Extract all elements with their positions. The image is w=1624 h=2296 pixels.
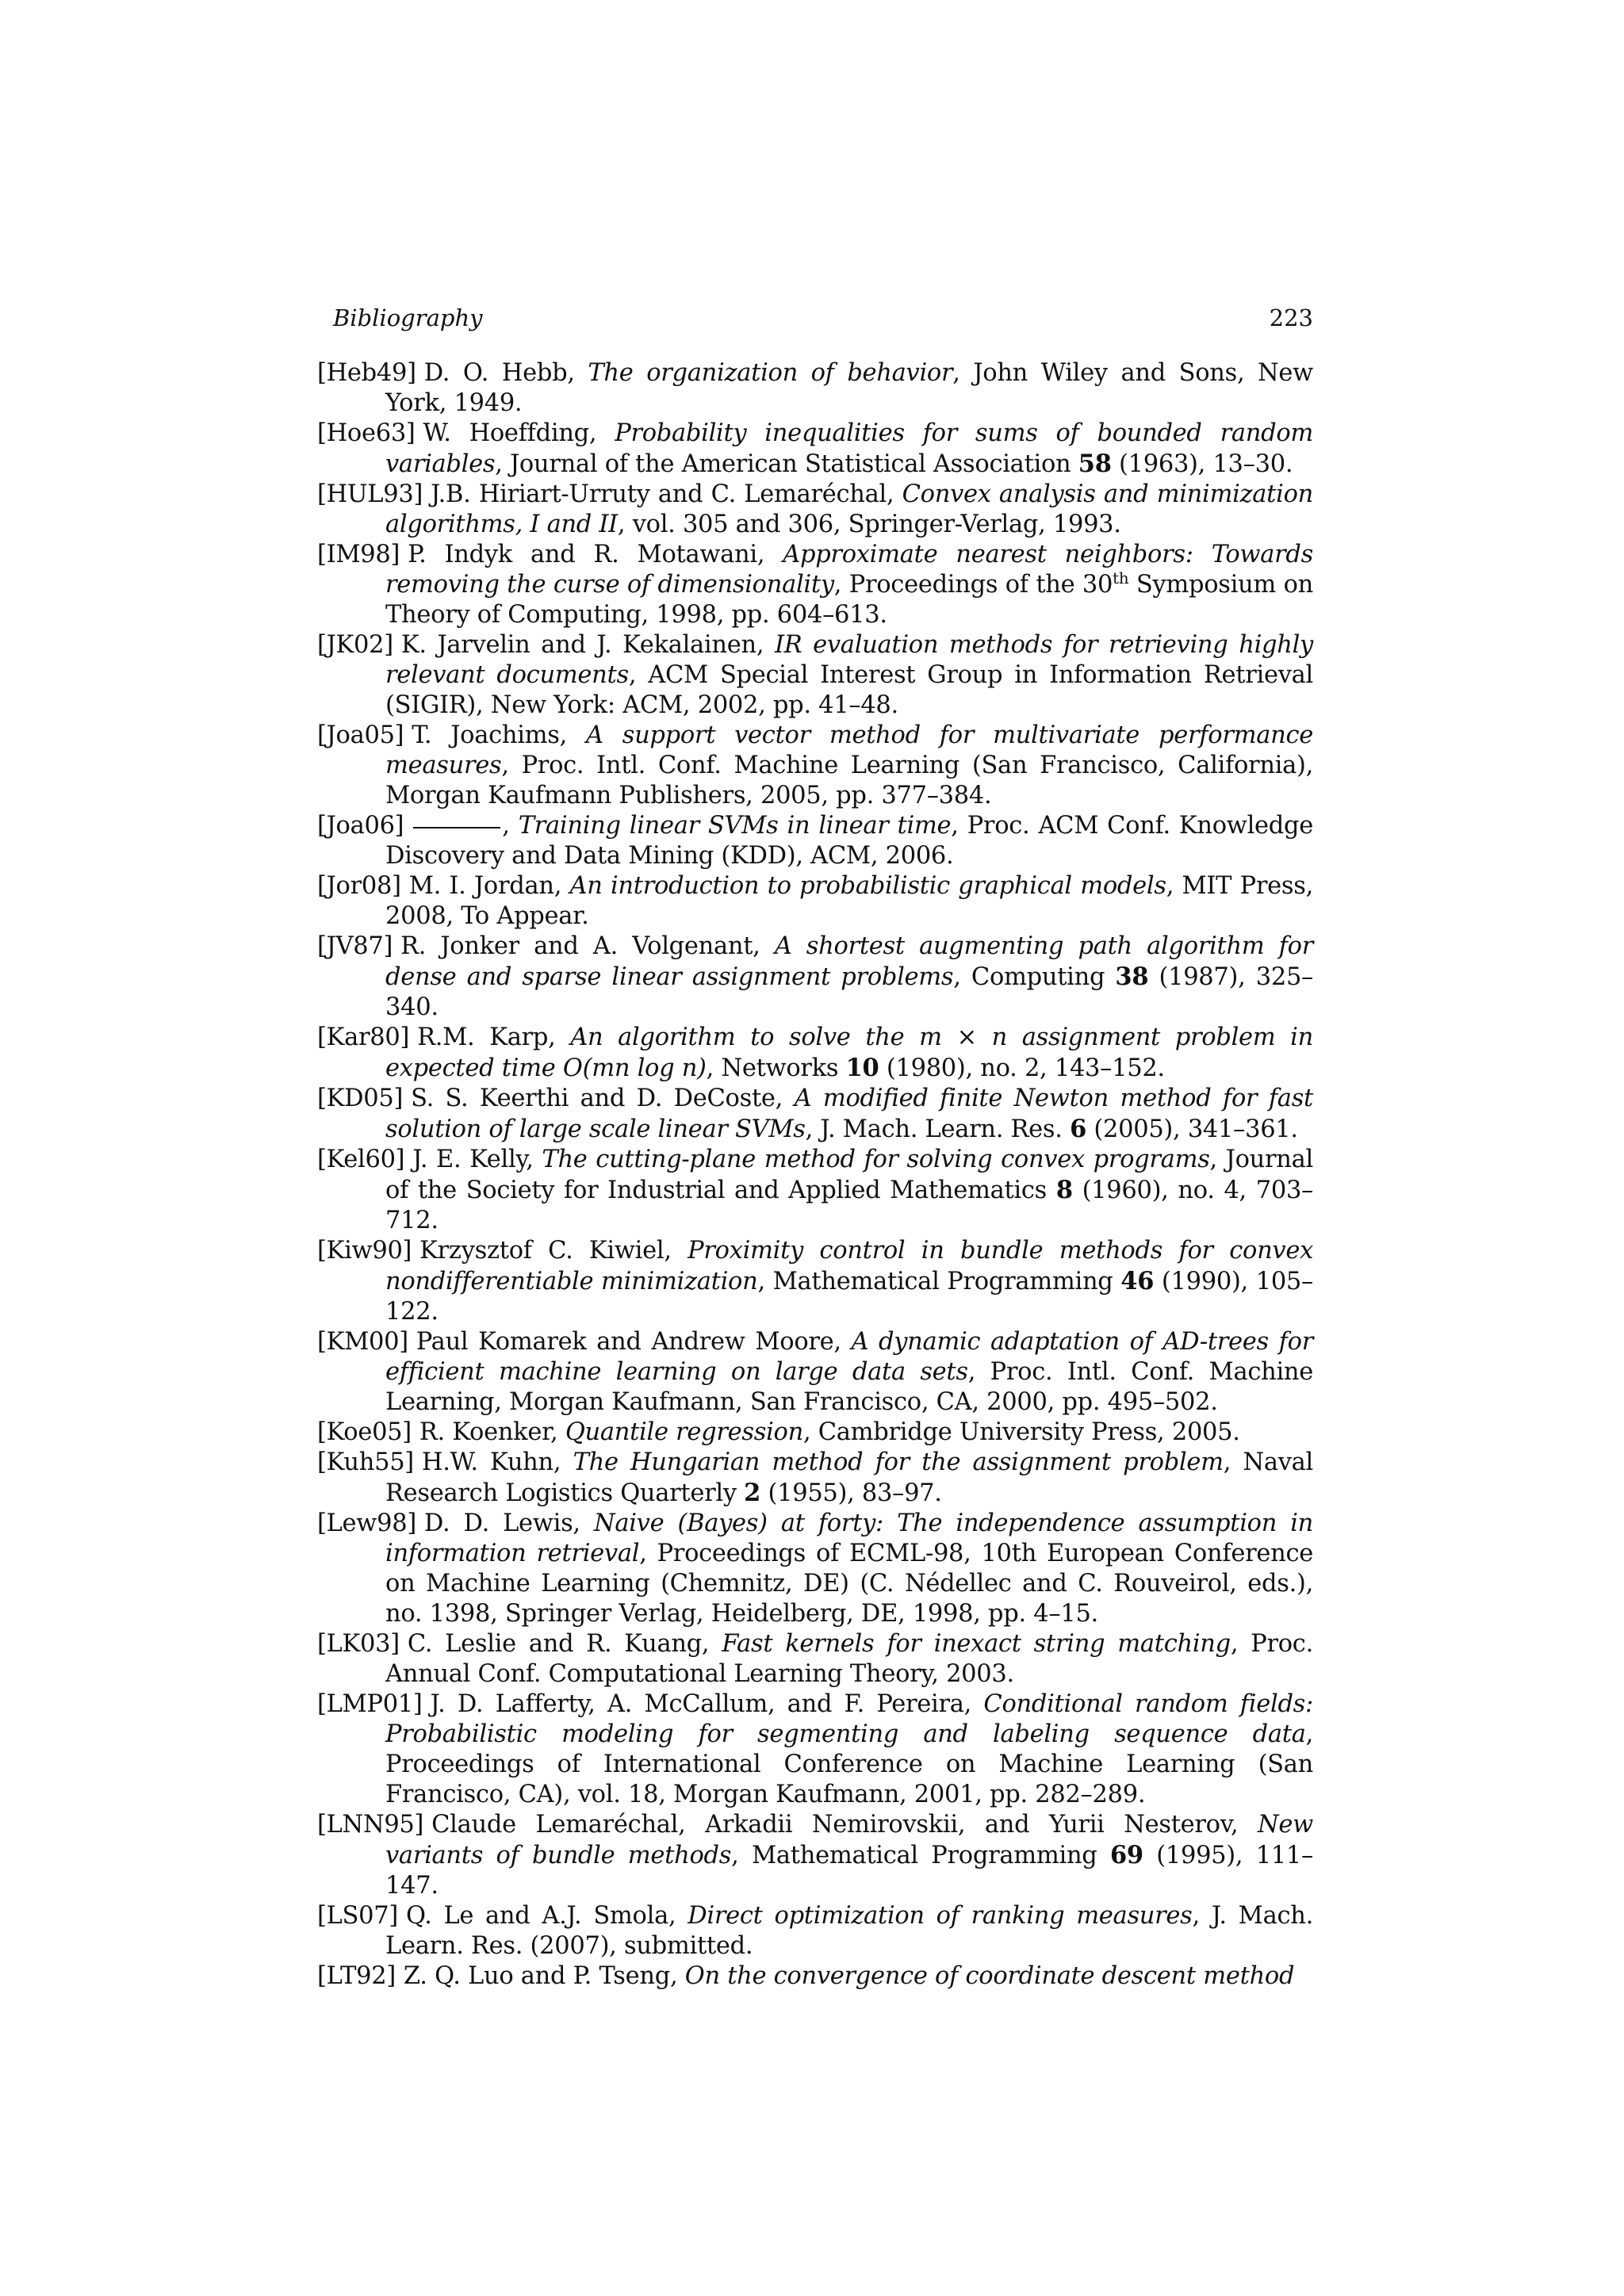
bib-entry bbox=[317, 1509, 1313, 1629]
citation-key: [Heb49] bbox=[317, 359, 416, 387]
entry-text: , Proceedings of the 30 bbox=[833, 571, 1113, 599]
entry-text: R.M. Karp, bbox=[417, 1024, 571, 1051]
bib-entry bbox=[317, 419, 1313, 480]
entry-text: , Computing bbox=[953, 963, 1116, 991]
entry-text: , Journal of the Society for Industrial and Applied Mathematics bbox=[385, 1146, 1313, 1204]
bib-entry bbox=[317, 1629, 1313, 1689]
volume-number: 58 bbox=[1078, 450, 1112, 478]
title-text: A dynamic adaptation of AD-trees for efficient machine learning on large data sets bbox=[385, 1328, 1313, 1386]
entry-text: , Mathematical Programming bbox=[757, 1268, 1121, 1295]
bib-entry bbox=[317, 1145, 1313, 1236]
title-text: Proximity control in bundle methods for convex nondifferentiable minimization bbox=[385, 1237, 1313, 1295]
title-text: IR evaluation methods for retrieving highly relevant documents bbox=[385, 631, 1313, 689]
entry-text: , Networks bbox=[706, 1054, 846, 1082]
bib-entry bbox=[317, 932, 1313, 1023]
entry-text: (1990), 105–122. bbox=[385, 1268, 1313, 1326]
entry-text: , Cambridge University Press, 2005. bbox=[802, 1418, 1240, 1446]
citation-key: [LT92] bbox=[317, 1962, 396, 1990]
citation-key: [LMP01] bbox=[317, 1690, 423, 1718]
citation-key: [Kuh55] bbox=[317, 1448, 414, 1476]
citation-key: [KD05] bbox=[317, 1085, 404, 1112]
citation-key: [HUL93] bbox=[317, 480, 423, 508]
citation-key: [Kel60] bbox=[317, 1146, 405, 1173]
entry-text: , vol. 305 and 306, Springer-Verlag, 1993. bbox=[617, 511, 1121, 538]
citation-key: [Joa05] bbox=[317, 721, 404, 749]
bibliography-list bbox=[317, 358, 1313, 1992]
bib-entry bbox=[317, 1689, 1313, 1810]
citation-key: [Joa06] bbox=[317, 812, 404, 840]
same-author-rule bbox=[413, 827, 500, 828]
title-text: Approximate nearest neighbors: Towards removing the curse of dimensionality bbox=[385, 541, 1313, 599]
bib-entry bbox=[317, 480, 1313, 540]
bib-entry bbox=[317, 1810, 1313, 1901]
citation-key: [JV87] bbox=[317, 932, 393, 960]
entry-text: , John Wiley and Sons, New York, 1949. bbox=[385, 359, 1313, 417]
entry-text: , MIT Press, 2008, To Appear. bbox=[385, 872, 1313, 930]
entry-text: , Proc. ACM Conf. Knowledge Discovery and Data Mining (KDD), ACM, 2006. bbox=[385, 812, 1313, 870]
entry-text: R. Jonker and A. Volgenant, bbox=[400, 932, 775, 960]
entry-text: , Proc. Intl. Conf. Machine Learning, Morgan Kaufmann, San Francisco, CA, 2000, pp. 495–502. bbox=[385, 1358, 1314, 1416]
entry-text: M. I. Jordan, bbox=[408, 872, 570, 900]
entry-text: J. E. Kelly, bbox=[412, 1146, 542, 1173]
bib-entry bbox=[317, 1448, 1313, 1509]
title-text: Quantile regression bbox=[565, 1418, 803, 1446]
volume-number: 6 bbox=[1070, 1115, 1087, 1143]
citation-key: [Koe05] bbox=[317, 1418, 412, 1446]
entry-text: Q. Le and A.J. Smola, bbox=[405, 1902, 688, 1930]
citation-key: [Kar80] bbox=[317, 1024, 410, 1051]
volume-number: 69 bbox=[1109, 1841, 1143, 1869]
entry-text: , J. Mach. Learn. Res. bbox=[805, 1115, 1071, 1143]
entry-text: (1995), 111–147. bbox=[385, 1842, 1313, 1900]
title-text: Conditional random fields: Probabilistic modeling for segmenting and labeling sequence data bbox=[385, 1690, 1313, 1748]
bib-entry bbox=[317, 871, 1313, 932]
bib-entry bbox=[317, 1236, 1313, 1327]
title-text: Direct optimization of ranking measures bbox=[688, 1902, 1193, 1930]
entry-text: J.B. Hiriart-Urruty and C. Lemaréchal, bbox=[431, 480, 902, 508]
bib-entry bbox=[317, 721, 1313, 811]
volume-number: 46 bbox=[1120, 1267, 1155, 1295]
entry-text: Symposium on Theory of Computing, 1998, pp. 604–613. bbox=[385, 571, 1313, 629]
bib-entry bbox=[317, 630, 1313, 721]
title-text: Training linear SVMs in linear time bbox=[518, 812, 952, 840]
entry-text: Krzysztof C. Kiwiel, bbox=[419, 1237, 688, 1265]
title-text: The cutting-plane method for solving convex programs bbox=[542, 1146, 1210, 1173]
entry-text: , Proc. Annual Conf. Computational Learning Theory, 2003. bbox=[385, 1630, 1313, 1688]
title-text: A modified finite Newton method for fast solution of large scale linear SVMs bbox=[385, 1085, 1313, 1143]
bib-entry bbox=[317, 1901, 1313, 1961]
volume-number: 38 bbox=[1115, 962, 1149, 991]
title-text: An introduction to probabilistic graphical models bbox=[569, 872, 1166, 900]
title-text: A support vector method for multivariate performance measures bbox=[385, 721, 1313, 779]
title-text: Fast kernels for inexact string matching bbox=[722, 1630, 1231, 1658]
entry-text: (1980), no. 2, 143–152. bbox=[879, 1054, 1165, 1082]
entry-text: T. Joachims, bbox=[412, 721, 587, 749]
entry-text: D. O. Hebb, bbox=[423, 359, 588, 387]
title-text: Naive (Bayes) at forty: The independence assumption in information retrieval bbox=[385, 1510, 1313, 1567]
entry-text: S. S. Keerthi and D. DeCoste, bbox=[411, 1085, 795, 1112]
volume-number: 2 bbox=[744, 1479, 761, 1507]
title-text: An algorithm to solve the m × n assignment problem in expected time O(mn log n) bbox=[385, 1024, 1313, 1082]
bib-entry bbox=[317, 1327, 1313, 1418]
citation-key: [IM98] bbox=[317, 541, 400, 568]
entry-text: P. Indyk and R. Motawani, bbox=[408, 541, 783, 568]
citation-key: [Jor08] bbox=[317, 872, 401, 900]
entry-text: , J. Mach. Learn. Res. (2007), submitted. bbox=[385, 1902, 1313, 1960]
entry-text: (1987), 325–340. bbox=[385, 963, 1314, 1021]
title-text: New variants of bundle methods bbox=[385, 1811, 1313, 1869]
title-text: Probability inequalities for sums of bounded random variables bbox=[385, 419, 1313, 478]
bib-entry bbox=[317, 1023, 1313, 1084]
bib-entry bbox=[317, 1084, 1313, 1145]
title-text: Convex analysis and minimization algorithms, I and II bbox=[385, 480, 1313, 538]
volume-number: 10 bbox=[845, 1054, 879, 1082]
title-text: A shortest augmenting path algorithm for dense and sparse linear assignment problems bbox=[385, 932, 1313, 991]
entry-text: Z. Q. Luo and P. Tseng, bbox=[403, 1962, 685, 1990]
citation-key: [Lew98] bbox=[317, 1510, 416, 1537]
page-header bbox=[333, 304, 1313, 331]
page-number: 223 bbox=[1269, 304, 1313, 331]
entry-text: H.W. Kuhn, bbox=[421, 1448, 573, 1476]
entry-text: W. Hoeffding, bbox=[423, 419, 615, 447]
citation-key: [Kiw90] bbox=[317, 1237, 412, 1265]
entry-text: , Proc. Intl. Conf. Machine Learning (San Francisco, California), Morgan Kaufmann Publishers, 2005, pp. 377–384. bbox=[385, 752, 1313, 809]
entry-text: K. Jarvelin and J. Kekalainen, bbox=[400, 631, 775, 659]
entry-text: , Naval Research Logistics Quarterly bbox=[385, 1448, 1313, 1507]
running-title: Bibliography bbox=[333, 304, 483, 331]
citation-key: [KM00] bbox=[317, 1328, 408, 1356]
citation-key: [LK03] bbox=[317, 1630, 400, 1658]
title-text: The organization of behavior bbox=[588, 359, 953, 387]
entry-text: J. D. Lafferty, A. McCallum, and F. Pereira, bbox=[430, 1690, 984, 1718]
bib-entry bbox=[317, 811, 1313, 871]
citation-key: [JK02] bbox=[317, 631, 393, 659]
volume-number: 8 bbox=[1055, 1176, 1073, 1204]
entry-text: , Journal of the American Statistical Association bbox=[495, 450, 1078, 478]
entry-text: , Proceedings of ECML-98, 10th European Conference on Machine Learning (Chemnitz, DE) (C. Nédellec and C. Rouveirol, eds.), no. 1398, Springer Verlag, Heidelberg, DE, 1998, pp. 4–15. bbox=[385, 1540, 1313, 1628]
bib-entry bbox=[317, 1418, 1313, 1448]
bib-entry bbox=[317, 1961, 1313, 1992]
entry-text: , bbox=[502, 812, 519, 840]
entry-text: (1960), no. 4, 703–712. bbox=[385, 1177, 1314, 1234]
bib-entry bbox=[317, 358, 1313, 419]
citation-key: [LNN95] bbox=[317, 1811, 424, 1839]
entry-text: , ACM Special Interest Group in Information Retrieval (SIGIR), New York: ACM, 2002, pp. 41–48. bbox=[385, 661, 1313, 719]
bib-entry bbox=[317, 540, 1313, 630]
title-text: The Hungarian method for the assignment problem bbox=[573, 1448, 1224, 1476]
entry-text: R. Koenker, bbox=[419, 1418, 565, 1446]
entry-text: (1963), 13–30. bbox=[1111, 450, 1293, 478]
citation-key: [LS07] bbox=[317, 1902, 398, 1930]
superscript: th bbox=[1113, 568, 1129, 587]
entry-text: Claude Lemaréchal, Arkadii Nemirovskii, and Yurii Nesterov, bbox=[431, 1811, 1258, 1839]
entry-text: C. Leslie and R. Kuang, bbox=[407, 1630, 722, 1658]
entry-text: , Mathematical Programming bbox=[731, 1842, 1110, 1869]
entry-text: , Proceedings of International Conference on Machine Learning (San Francisco, CA), vol. 18, Morgan Kaufmann, 2001, pp. 282–289. bbox=[385, 1720, 1313, 1808]
citation-key: [Hoe63] bbox=[317, 419, 416, 447]
entry-text: (1955), 83–97. bbox=[760, 1479, 942, 1507]
entry-text: (2005), 341–361. bbox=[1086, 1115, 1298, 1143]
title-text: On the convergence of coordinate descent method bbox=[684, 1962, 1295, 1990]
entry-text: Paul Komarek and Andrew Moore, bbox=[416, 1328, 852, 1356]
entry-text: D. D. Lewis, bbox=[423, 1510, 594, 1537]
